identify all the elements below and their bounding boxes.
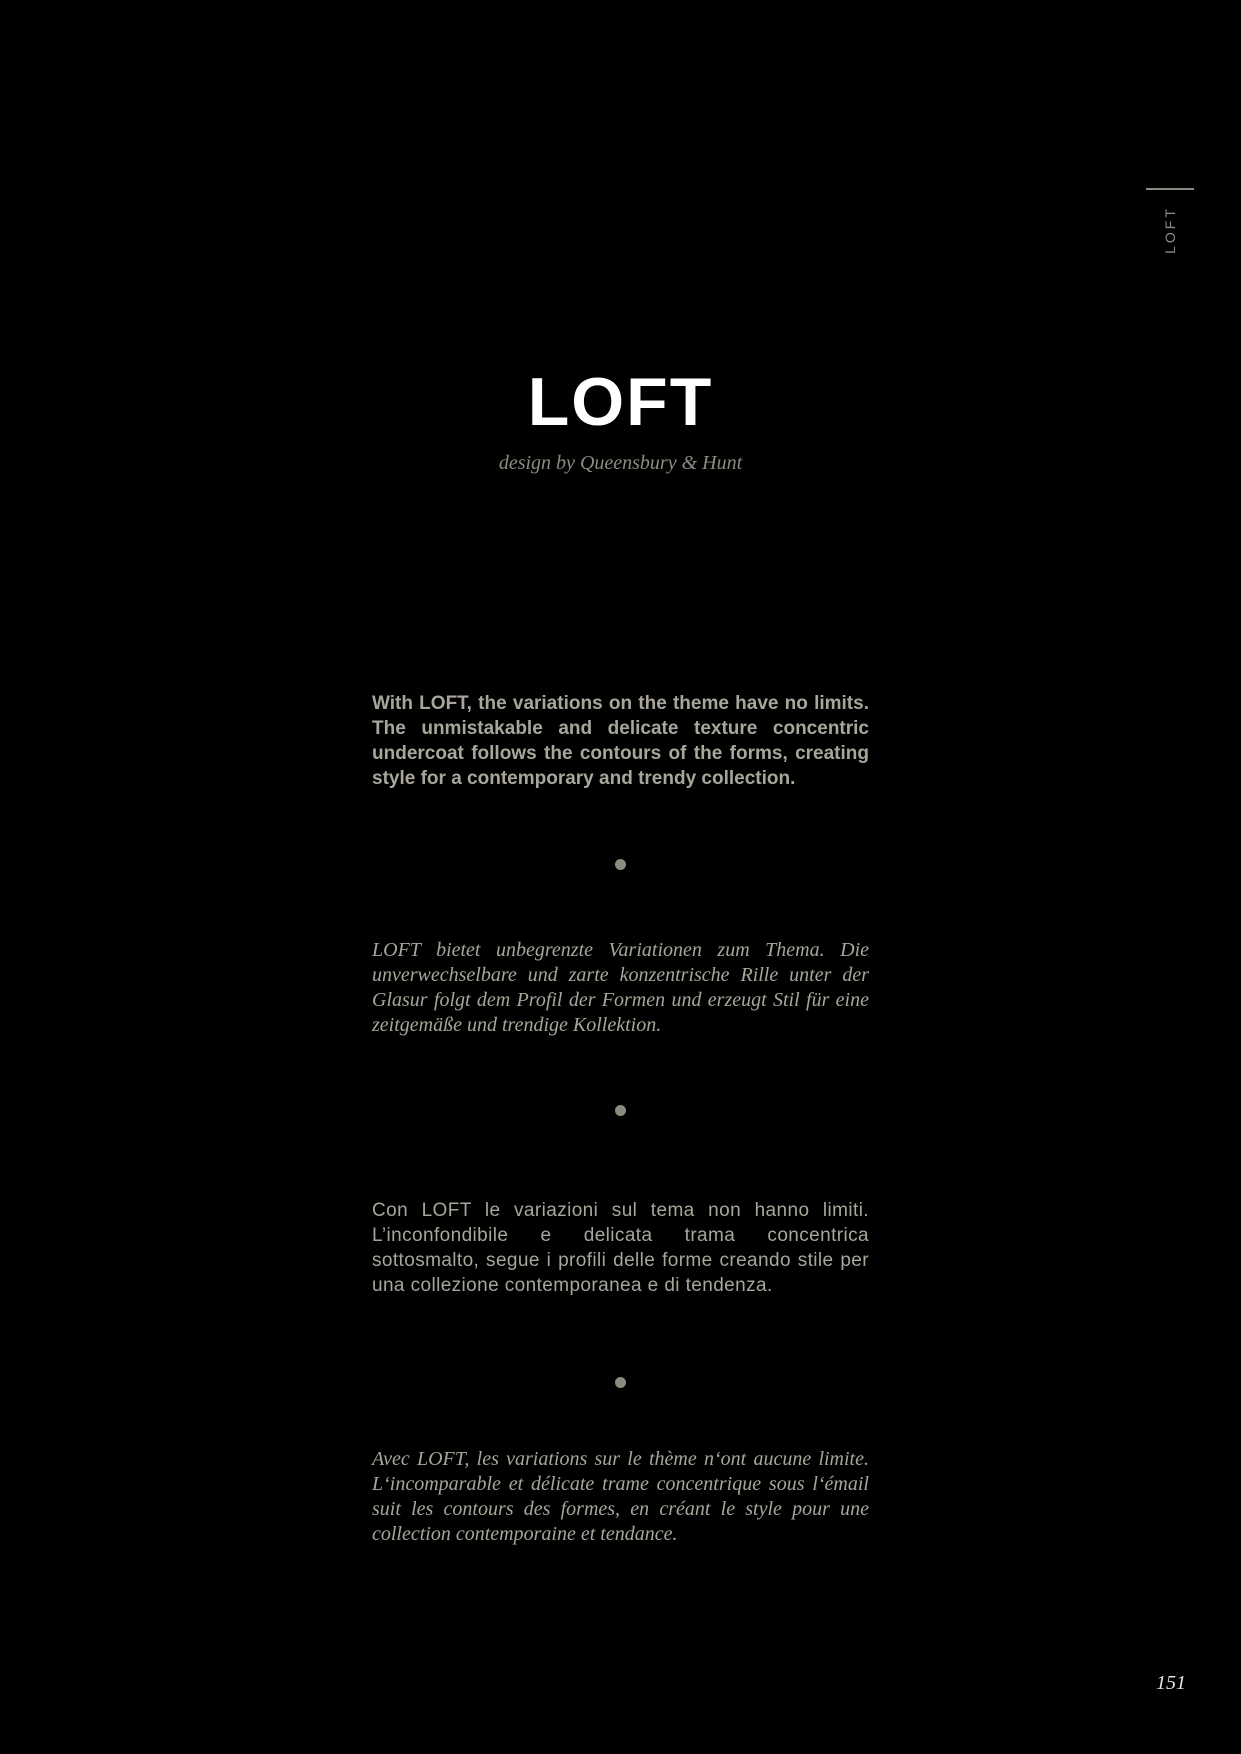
separator-dot [615, 859, 626, 870]
page-number: 151 [1156, 1672, 1186, 1694]
side-tab [1146, 188, 1194, 258]
paragraph-english: With LOFT, the variations on the theme have no limits. The unmistakable and delicate texture concentric undercoat follows the contours of the forms, creating style for a contemporary and trendy collection. [372, 693, 869, 789]
page-title: LOFT [527, 364, 714, 440]
side-tab-label: LOFT [1162, 206, 1178, 254]
side-tab-rule [1146, 188, 1194, 190]
paragraph-french: Avec LOFT, les variations sur le thème n‘ont aucune limite. L‘incomparable et délicate trame concentrique sous l‘émail suit les contours des formes, en créant le style pour une collection contemporaine et tendance. [372, 1448, 869, 1545]
separator-dot [615, 1105, 626, 1116]
paragraph-italian: Con LOFT le variazioni sul tema non hanno limiti. L’inconfondibile e delicata trama concentrica sottosmalto, segue i profili delle forme creando stile per una collezione contemporanea e di tendenza. [372, 1200, 869, 1296]
paragraph-german: LOFT bietet unbegrenzte Variationen zum Thema. Die unverwechselbare und zarte konzentrische Rille unter der Glasur folgt dem Profil der Formen und erzeugt Stil für eine zeitgemäße und trendige Kollektion. [372, 939, 869, 1036]
designer-credit: design by Queensbury & Hunt [498, 452, 743, 474]
separator-dot [615, 1377, 626, 1388]
